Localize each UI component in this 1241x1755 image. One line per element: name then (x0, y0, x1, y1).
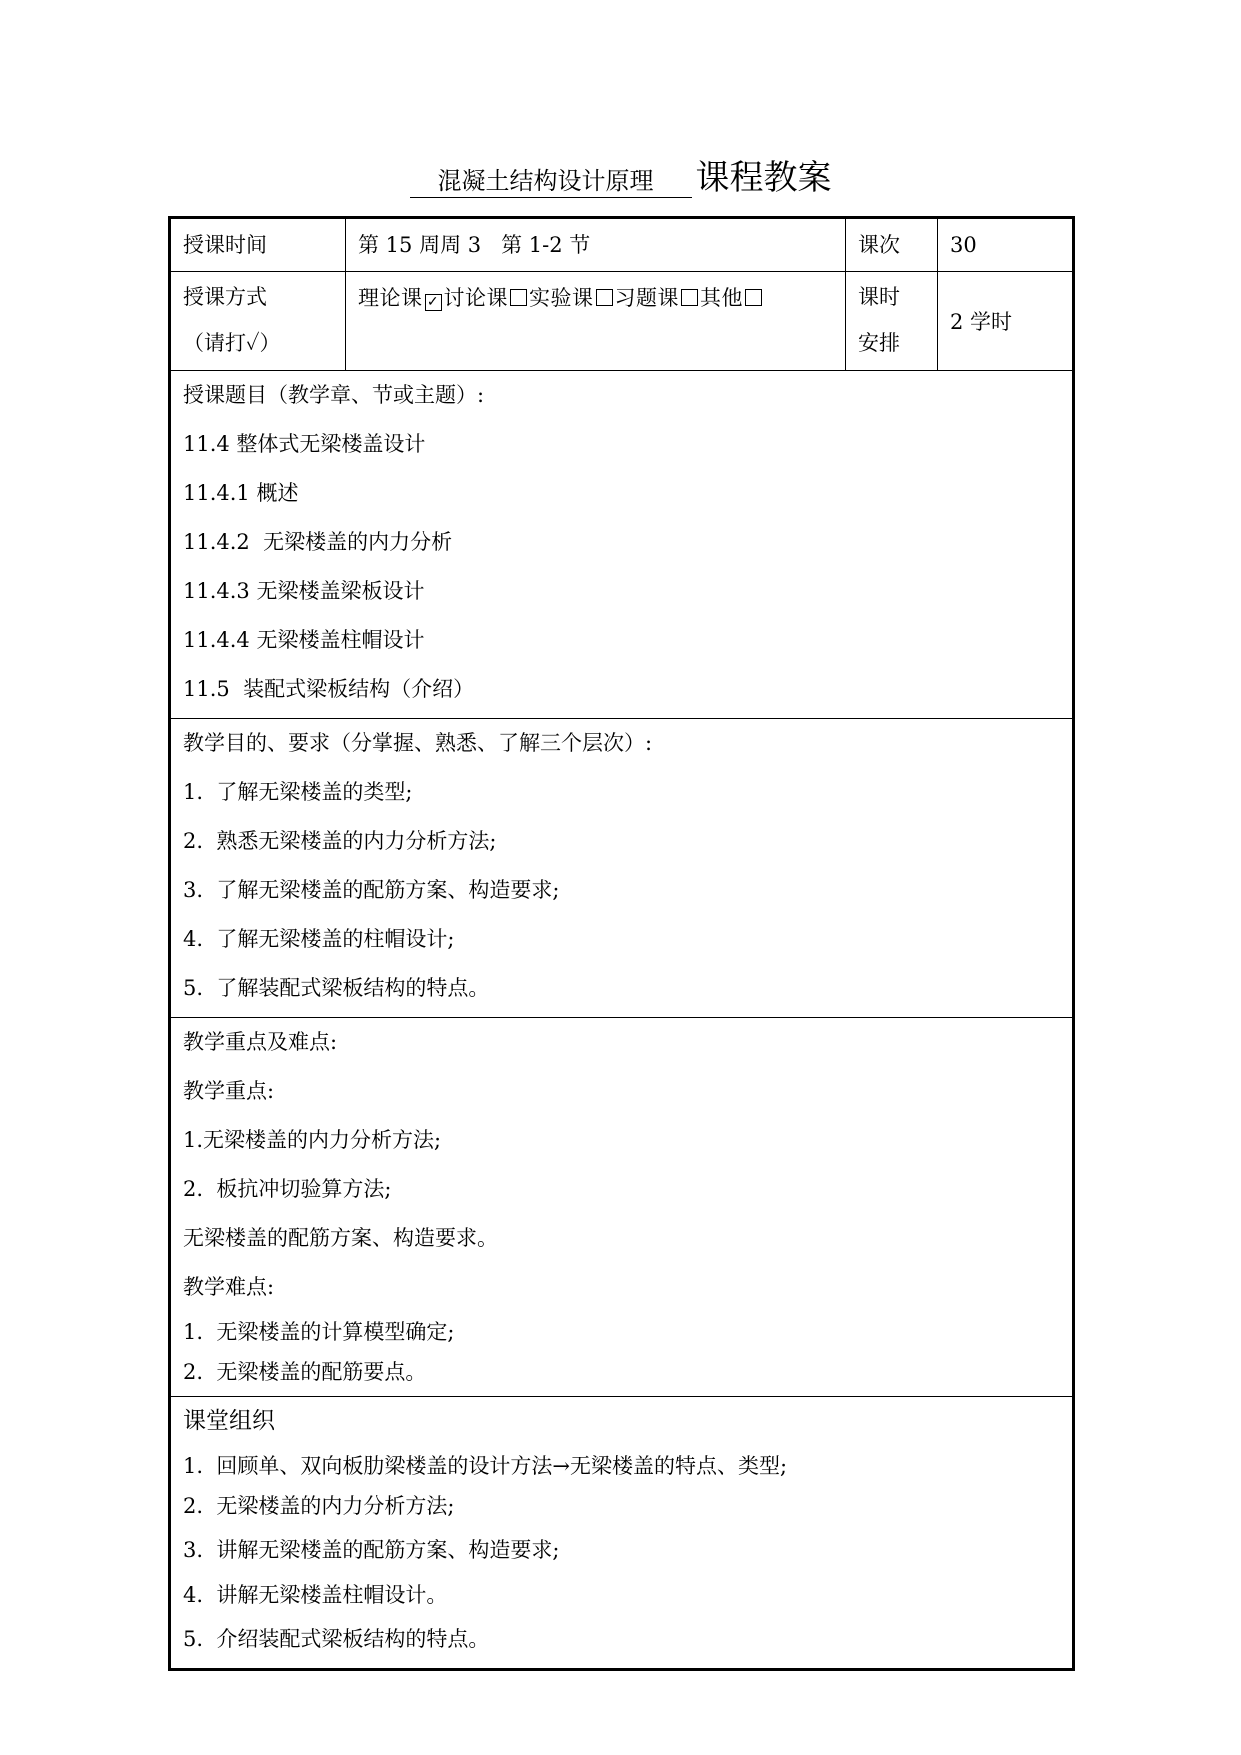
objectives-row (170, 719, 1074, 1018)
key-points-heading: 教学重点及难点: (183, 1030, 338, 1054)
method-option-discussion: 讨论课 (444, 286, 530, 310)
method-label-hint: （请打✓） (183, 331, 281, 355)
time-row (170, 218, 1074, 272)
topics-section (170, 371, 1074, 719)
method-option-theory: 理论课 ✓ (358, 286, 444, 310)
organization-item: 3. 讲解无梁楼盖的配筋方案、构造要求; (183, 1538, 560, 1562)
hours-value: 2 学时 (938, 272, 1074, 371)
objective-item: 3. 了解无梁楼盖的配筋方案、构造要求; (183, 878, 560, 902)
method-options-cell (346, 272, 846, 371)
topic-item: 11.5 装配式梁板结构（介绍） (183, 677, 475, 701)
other-checkbox[interactable] (745, 289, 762, 306)
topic-item: 11.4.4 无梁楼盖柱帽设计 (183, 628, 425, 652)
topics-heading: 授课题目（教学章、节或主题）: (183, 383, 485, 407)
objective-item: 1. 了解无梁楼盖的类型; (183, 780, 413, 804)
objectives-section (170, 719, 1074, 1018)
focus-item: 无梁楼盖的配筋方案、构造要求。 (183, 1226, 498, 1250)
focus-item: 1.无梁楼盖的内力分析方法; (183, 1128, 442, 1152)
hours-label-cell (846, 272, 938, 371)
difficulty-item: 2. 无梁楼盖的配筋要点。 (183, 1360, 427, 1384)
topics-row (170, 371, 1074, 719)
organization-section (170, 1397, 1074, 1670)
time-label: 授课时间 (170, 218, 346, 272)
objectives-heading: 教学目的、要求（分掌握、熟悉、了解三个层次）: (183, 731, 653, 755)
discussion-checkbox[interactable] (510, 289, 527, 306)
theory-checkbox[interactable]: ✓ (425, 294, 442, 311)
method-options (358, 272, 833, 324)
organization-heading: 课堂组织 (183, 1408, 275, 1434)
method-option-lab: 实验课 (529, 286, 615, 310)
method-label: 授课方式 (183, 285, 267, 309)
course-name: 混凝土结构设计原理 (410, 165, 692, 198)
objective-item: 4. 了解无梁楼盖的柱帽设计; (183, 927, 455, 951)
method-label-cell (170, 272, 346, 371)
organization-item: 2. 无梁楼盖的内力分析方法; (183, 1494, 455, 1518)
lesson-number-value: 30 (938, 218, 1074, 272)
focus-heading: 教学重点: (183, 1079, 275, 1103)
organization-item: 4. 讲解无梁楼盖柱帽设计。 (183, 1583, 448, 1607)
time-value: 第 15 周周 3 第 1-2 节 (346, 218, 846, 272)
organization-item: 5. 介绍装配式梁板结构的特点。 (183, 1627, 490, 1651)
topic-item: 11.4 整体式无梁楼盖设计 (183, 432, 426, 456)
lesson-number-label: 课次 (846, 218, 938, 272)
method-option-exercise: 习题课 (615, 286, 701, 310)
organization-item: 1. 回顾单、双向板肋梁楼盖的设计方法→无梁楼盖的特点、类型; (183, 1454, 788, 1478)
organization-row (170, 1397, 1074, 1670)
topic-item: 11.4.3 无梁楼盖梁板设计 (183, 579, 425, 603)
hours-label-2: 安排 (858, 331, 900, 355)
difficulty-heading: 教学难点: (183, 1275, 275, 1299)
hours-label: 课时 (858, 285, 900, 309)
lab-checkbox[interactable] (596, 289, 613, 306)
topic-item: 11.4.1 概述 (183, 481, 299, 505)
exercise-checkbox[interactable] (681, 289, 698, 306)
objective-item: 5. 了解装配式梁板结构的特点。 (183, 976, 490, 1000)
method-row (170, 272, 1074, 371)
page-title (0, 158, 1241, 198)
topic-item: 11.4.2 无梁楼盖的内力分析 (183, 530, 453, 554)
key-points-row (170, 1018, 1074, 1397)
difficulty-item: 1. 无梁楼盖的计算模型确定; (183, 1320, 455, 1344)
key-points-section (170, 1018, 1074, 1397)
lesson-plan-table (168, 216, 1075, 1671)
objective-item: 2. 熟悉无梁楼盖的内力分析方法; (183, 829, 497, 853)
focus-item: 2. 板抗冲切验算方法; (183, 1177, 392, 1201)
document-type: 课程教案 (695, 158, 832, 198)
method-option-other: 其他 (700, 286, 764, 310)
